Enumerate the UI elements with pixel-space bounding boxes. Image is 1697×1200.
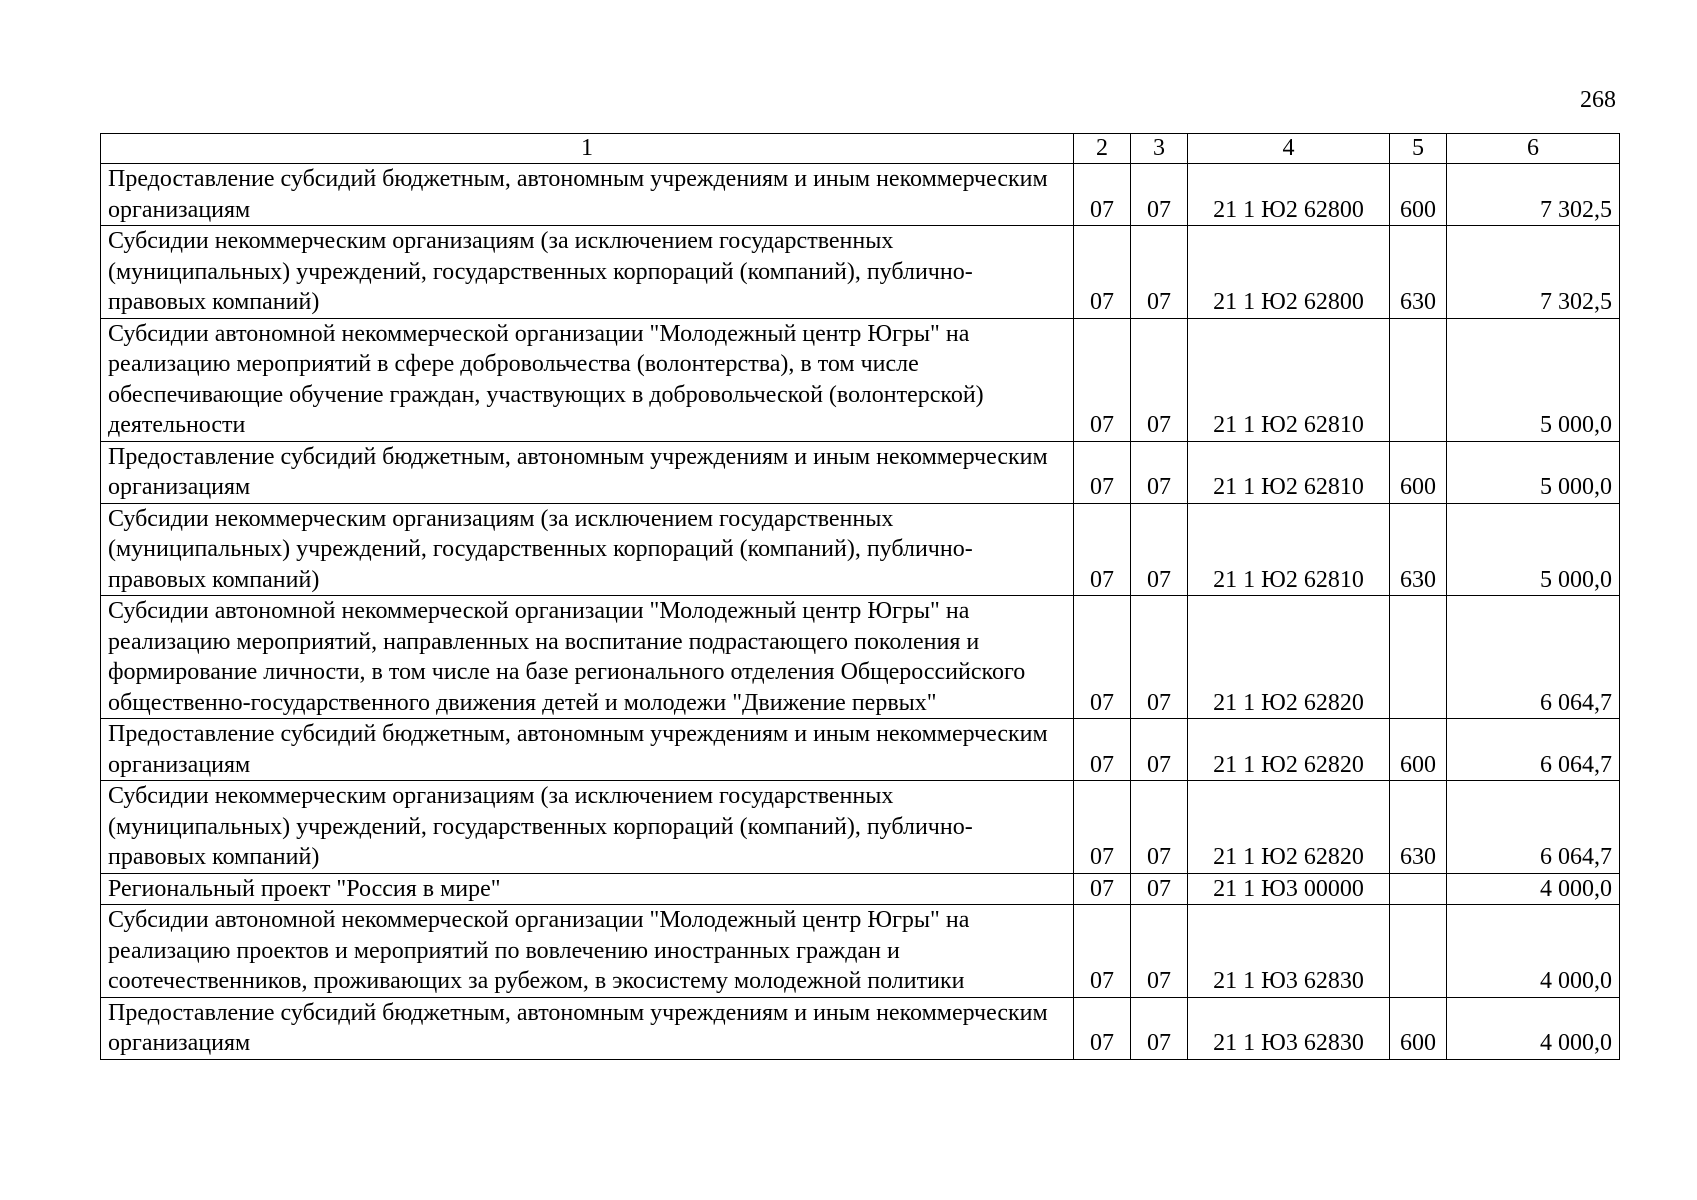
cell-expense-type [1390, 873, 1447, 905]
table-row [101, 997, 1620, 1059]
cell-section: 07 [1074, 503, 1131, 596]
cell-section: 07 [1074, 873, 1131, 905]
cell-amount: 6 064,7 [1447, 719, 1620, 781]
table-row [101, 503, 1620, 596]
table-row [101, 781, 1620, 874]
cell-expense-type [1390, 905, 1447, 998]
cell-amount: 5 000,0 [1447, 503, 1620, 596]
cell-name: Предоставление субсидий бюджетным, автономным учреждениям и иным некоммерческим организациям [101, 997, 1074, 1059]
cell-target-article: 21 1 Ю2 62810 [1188, 318, 1390, 441]
cell-expense-type: 600 [1390, 997, 1447, 1059]
cell-name: Субсидии автономной некоммерческой организации "Молодежный центр Югры" на реализацию мероприятий, направленных на воспитание подрастающего поколения и формирование личности, в том числе на базе регионального отделения Общероссийского общественно-государственного движения детей и молодежи "Движение первых" [101, 596, 1074, 719]
cell-name: Субсидии автономной некоммерческой организации "Молодежный центр Югры" на реализацию проектов и мероприятий по вовлечению иностранных граждан и соотечественников, проживающих за рубежом, в экосистему молодежной политики [101, 905, 1074, 998]
cell-name: Предоставление субсидий бюджетным, автономным учреждениям и иным некоммерческим организациям [101, 719, 1074, 781]
header-col-1: 1 [101, 134, 1074, 164]
cell-target-article: 21 1 Ю3 62830 [1188, 905, 1390, 998]
cell-expense-type: 600 [1390, 164, 1447, 226]
table-row [101, 164, 1620, 226]
cell-target-article: 21 1 Ю2 62800 [1188, 226, 1390, 319]
cell-subsection: 07 [1131, 164, 1188, 226]
cell-expense-type [1390, 596, 1447, 719]
cell-subsection: 07 [1131, 905, 1188, 998]
table-row [101, 226, 1620, 319]
cell-expense-type: 600 [1390, 441, 1447, 503]
cell-expense-type: 630 [1390, 503, 1447, 596]
header-col-4: 4 [1188, 134, 1390, 164]
cell-subsection: 07 [1131, 997, 1188, 1059]
cell-target-article: 21 1 Ю2 62820 [1188, 781, 1390, 874]
header-col-2: 2 [1074, 134, 1131, 164]
cell-subsection: 07 [1131, 441, 1188, 503]
cell-amount: 7 302,5 [1447, 164, 1620, 226]
cell-subsection: 07 [1131, 873, 1188, 905]
cell-target-article: 21 1 Ю2 62820 [1188, 596, 1390, 719]
table-row [101, 873, 1620, 905]
cell-target-article: 21 1 Ю3 00000 [1188, 873, 1390, 905]
cell-amount: 5 000,0 [1447, 318, 1620, 441]
header-col-3: 3 [1131, 134, 1188, 164]
cell-target-article: 21 1 Ю2 62810 [1188, 441, 1390, 503]
cell-target-article: 21 1 Ю3 62830 [1188, 997, 1390, 1059]
table-row [101, 905, 1620, 998]
cell-amount: 6 064,7 [1447, 781, 1620, 874]
table-row [101, 441, 1620, 503]
cell-amount: 6 064,7 [1447, 596, 1620, 719]
cell-section: 07 [1074, 719, 1131, 781]
cell-section: 07 [1074, 781, 1131, 874]
cell-subsection: 07 [1131, 719, 1188, 781]
cell-amount: 5 000,0 [1447, 441, 1620, 503]
cell-subsection: 07 [1131, 318, 1188, 441]
cell-amount: 4 000,0 [1447, 873, 1620, 905]
cell-name: Предоставление субсидий бюджетным, автономным учреждениям и иным некоммерческим организациям [101, 441, 1074, 503]
cell-expense-type: 600 [1390, 719, 1447, 781]
cell-name: Субсидии некоммерческим организациям (за исключением государственных (муниципальных) учреждений, государственных корпораций (компаний), публично-правовых компаний) [101, 781, 1074, 874]
header-col-6: 6 [1447, 134, 1620, 164]
table-row [101, 318, 1620, 441]
table-body [101, 164, 1620, 1060]
cell-section: 07 [1074, 441, 1131, 503]
cell-subsection: 07 [1131, 503, 1188, 596]
cell-target-article: 21 1 Ю2 62820 [1188, 719, 1390, 781]
cell-amount: 4 000,0 [1447, 905, 1620, 998]
cell-name: Региональный проект "Россия в мире" [101, 873, 1074, 905]
table-row [101, 719, 1620, 781]
cell-section: 07 [1074, 905, 1131, 998]
cell-section: 07 [1074, 997, 1131, 1059]
cell-section: 07 [1074, 164, 1131, 226]
cell-target-article: 21 1 Ю2 62810 [1188, 503, 1390, 596]
cell-section: 07 [1074, 318, 1131, 441]
cell-name: Субсидии автономной некоммерческой организации "Молодежный центр Югры" на реализацию мероприятий в сфере добровольчества (волонтерства), в том числе обеспечивающие обучение граждан, участвующих в добровольческой (волонтерской) деятельности [101, 318, 1074, 441]
table-header [101, 134, 1620, 164]
cell-name: Субсидии некоммерческим организациям (за исключением государственных (муниципальных) учреждений, государственных корпораций (компаний), публично-правовых компаний) [101, 503, 1074, 596]
cell-expense-type: 630 [1390, 226, 1447, 319]
header-col-5: 5 [1390, 134, 1447, 164]
cell-subsection: 07 [1131, 781, 1188, 874]
cell-amount: 4 000,0 [1447, 997, 1620, 1059]
cell-expense-type [1390, 318, 1447, 441]
cell-expense-type: 630 [1390, 781, 1447, 874]
cell-target-article: 21 1 Ю2 62800 [1188, 164, 1390, 226]
header-row [101, 134, 1620, 164]
cell-section: 07 [1074, 596, 1131, 719]
cell-name: Предоставление субсидий бюджетным, автономным учреждениям и иным некоммерческим организациям [101, 164, 1074, 226]
page-number: 268 [1580, 87, 1616, 113]
cell-amount: 7 302,5 [1447, 226, 1620, 319]
cell-subsection: 07 [1131, 226, 1188, 319]
cell-section: 07 [1074, 226, 1131, 319]
budget-table [100, 133, 1620, 1060]
cell-name: Субсидии некоммерческим организациям (за исключением государственных (муниципальных) учреждений, государственных корпораций (компаний), публично-правовых компаний) [101, 226, 1074, 319]
cell-subsection: 07 [1131, 596, 1188, 719]
table-row [101, 596, 1620, 719]
